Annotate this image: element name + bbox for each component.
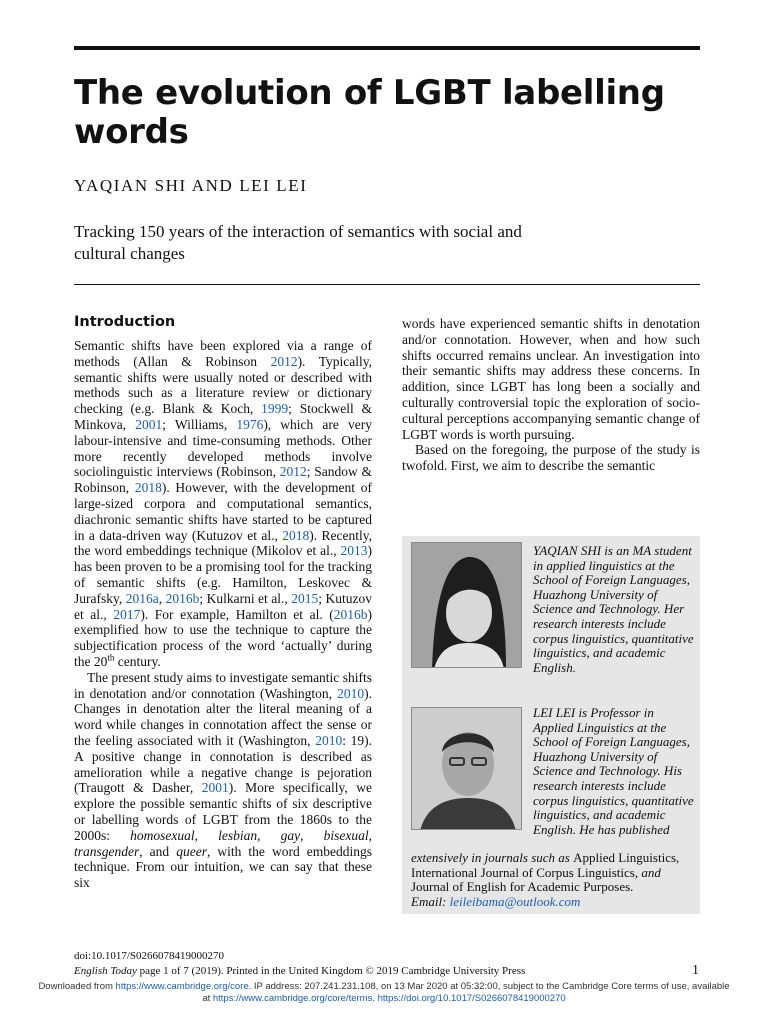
author-photo-lei (411, 707, 522, 830)
left-column (74, 338, 372, 891)
citation-link[interactable]: 2016a (125, 590, 159, 606)
citation-link[interactable]: 2017 (113, 606, 141, 622)
citation-link[interactable]: 2018 (134, 480, 162, 496)
author-photo-shi (411, 542, 522, 668)
doi-line: doi:10.1017/S0266078419000270 (74, 950, 225, 962)
page-number: 1 (692, 963, 699, 978)
citation-link[interactable]: 2012 (279, 464, 307, 480)
journal-name: International Journal of Corpus Linguistics (411, 864, 635, 880)
journal-line: English Today page 1 of 7 (2019). Printed in the United Kingdom © 2019 Cambridge University Press (74, 965, 526, 977)
article-authors: YAQIAN SHI AND LEI LEI (74, 176, 308, 195)
cambridge-core-link[interactable]: https://www.cambridge.org/core (115, 981, 249, 992)
article-title: The evolution of LGBT labelling words (74, 73, 665, 152)
portrait-silhouette-icon (412, 543, 522, 668)
citation-link[interactable]: 2015 (291, 590, 319, 606)
term-lesbian: lesbian (218, 827, 258, 843)
terms-link[interactable]: https://www.cambridge.org/core/terms (212, 993, 373, 1004)
citation-link[interactable]: 2012 (270, 353, 298, 369)
bio-shi: YAQIAN SHI is an MA student in applied linguistics at the School of Foreign Languages, Huazhong University of Science and Technology. Her research interests include corpus linguistics, quantitative linguistics, and academic English. (533, 543, 694, 675)
bio-lei-continued: extensively in journals such as Applied Linguistics, International Journal of Corpus Linguistics, and Journal of English for Academic Purposes. Email: leileibama@outlook.com (411, 850, 680, 909)
term-transgender: transgender (74, 843, 140, 859)
intro-paragraph-3: words have experienced semantic shifts in denotation and/or connotation. However, when and how such shifts occurred remains unclear. An investigation into their semantic shifts may address these concerns. In addition, since LGBT has long been a socially and culturally controversial topic the exploration of socio-cultural perceptions accompanying semantic change of LGBT words is worth pursuing. (402, 316, 700, 442)
doi-link[interactable]: https://doi.org/10.1017/S0266078419000270 (377, 993, 566, 1004)
right-column (402, 316, 700, 474)
citation-link[interactable]: 1999 (261, 401, 289, 417)
citation-link[interactable]: 1976 (236, 416, 264, 432)
term-bisexual: bisexual (323, 827, 369, 843)
portrait-silhouette-icon (412, 708, 522, 830)
superscript-th: th (107, 652, 115, 663)
citation-link[interactable]: 2010 (315, 732, 343, 748)
citation-link[interactable]: 2013 (340, 543, 368, 559)
citation-link[interactable]: 2010 (337, 685, 365, 701)
header-rule (74, 284, 700, 285)
term-queer: queer (176, 843, 207, 859)
intro-paragraph-4: Based on the foregoing, the purpose of the study is twofold. First, we aim to describe the semantic (402, 442, 700, 474)
intro-paragraph-1: Semantic shifts have been explored via a range of methods (Allan & Robinson 2012). Typically, semantic shifts were usually noted or described with methods such as a literature review or dictionary checking (e.g. Blank & Koch, 1999; Stockwell & Minkova, 2001; Williams, 1976), which are very labour-intensive and time-consuming methods. Other more recently developed methods involve sociolinguistic interviews (Robinson, 2012; Sandow & Robinson, 2018). However, with the development of large-sized corpora and computational semantics, diachronic semantic shifts have started to be captured in a data-driven way (Kutuzov et al., 2018). Recently, the word embeddings technique (Mikolov et al., 2013) has been proven to be a promising tool for the tracking of semantic shifts (e.g. Hamilton, Leskovec & Jurafsky, 2016a, 2016b; Kulkarni et al., 2015; Kutuzov et al., 2017). For example, Hamilton et al. (2016b) exemplified how to use the technique to capture the subjectification process of the word ‘actually’ during the 20th century. (74, 338, 373, 669)
term-homosexual: homosexual (130, 827, 195, 843)
journal-name: Applied Linguistics (573, 850, 677, 865)
journal-title: English Today (74, 965, 137, 977)
intro-paragraph-2: The present study aims to investigate semantic shifts in denotation and/or connotation (Washington, 2010). Changes in denotation alter the literal meaning of a word while changes in connotation affect the sense or the feeling associated with it (Washington, 2010: 19). A positive change in connotation is described as amelioration while a negative change is pejoration (Traugott & Dasher, 2001). More specifically, we explore the possible semantic shifts of six descriptive or labelling words of LGBT from the 1860s to the 2000s: homosexual, lesbian, gay, bisexual, transgender, and queer, with the word embeddings technique. From our intuition, we can say that these six (74, 669, 373, 891)
citation-link[interactable]: 2016b (333, 606, 368, 622)
term-gay: gay (280, 827, 301, 843)
bio-lei: LEI LEI is Professor in Applied Linguistics at the School of Foreign Languages, Huazhong University of Science and Technology. His research interests include corpus linguistics, quantitative linguistics, and academic English. He has published (533, 705, 694, 837)
citation-link[interactable]: 2018 (282, 527, 310, 543)
citation-link[interactable]: 2001 (201, 780, 229, 796)
download-footer: Downloaded from https://www.cambridge.org/core. IP address: 207.241.231.108, on 13 Mar 2020 at 05:32:00, subject to the Cambridge Core terms of use, available at https://www.cambridge.org/core/terms. https://doi.org/10.1017/S0266078419000270 (38, 981, 730, 1004)
section-heading: Introduction (74, 314, 176, 330)
citation-link[interactable]: 2016b (165, 590, 200, 606)
citation-link[interactable]: 2001 (135, 416, 163, 432)
article-subtitle: Tracking 150 years of the interaction of semantics with social and cultural changes (74, 222, 522, 263)
journal-name: Journal of English for Academic Purposes (411, 879, 631, 895)
email-label: Email: (411, 893, 450, 909)
email-link[interactable]: leileibama@outlook.com (449, 893, 581, 909)
top-rule (74, 46, 700, 50)
